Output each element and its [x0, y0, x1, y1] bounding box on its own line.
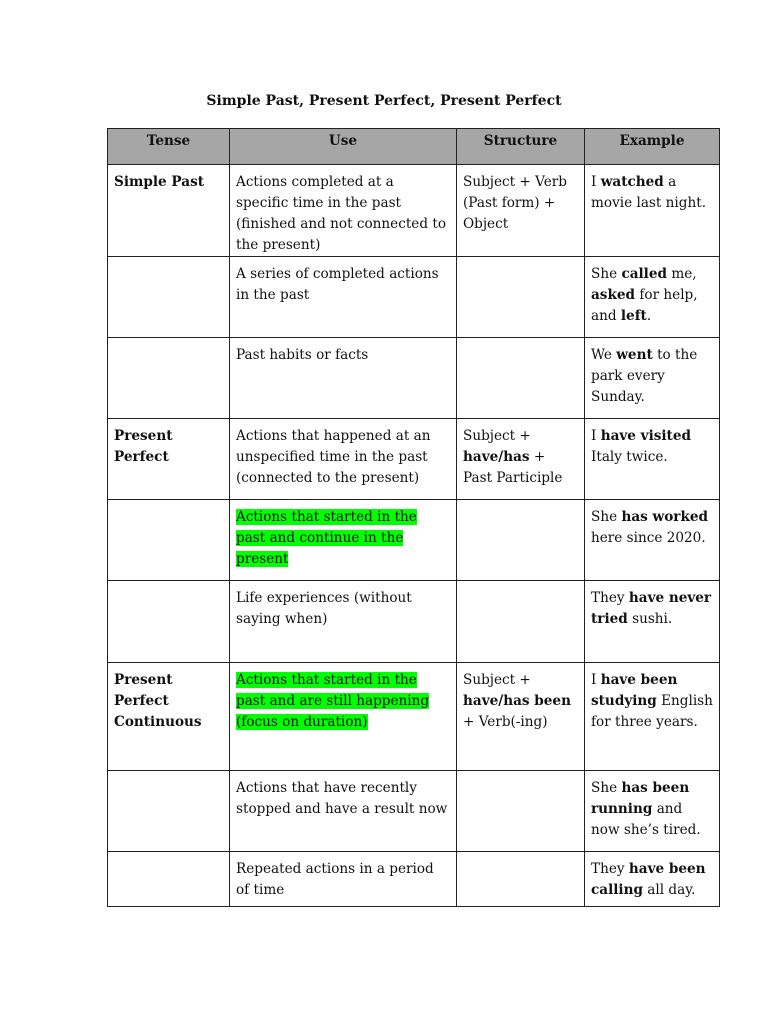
use-text: Past habits or facts: [236, 347, 369, 363]
example-cell: [585, 852, 720, 907]
structure-cell: [457, 771, 585, 852]
bold-text-segment: has worked: [621, 509, 709, 525]
tense-cell: Present Perfect: [108, 419, 230, 500]
use-cell: [230, 581, 457, 663]
structure-cell: [457, 852, 585, 907]
text-segment: Subject +: [463, 672, 531, 688]
use-cell: [230, 852, 457, 907]
bold-text-segment: have/has: [463, 449, 530, 465]
example-cell: [585, 165, 720, 257]
table-row: [108, 257, 720, 338]
text-segment: here since 2020.: [591, 530, 706, 546]
tense-table: [107, 128, 720, 907]
example-cell: [585, 500, 720, 581]
bold-text-segment: have/has been: [463, 693, 571, 709]
text-segment: She: [591, 780, 622, 796]
text-segment: She: [591, 509, 622, 525]
text-segment: + Verb(-ing): [463, 714, 548, 730]
example-cell: [585, 338, 720, 419]
use-text-highlighted: Actions that started in the past and continue in the present: [236, 509, 417, 567]
example-cell: [585, 771, 720, 852]
example-cell: [585, 581, 720, 663]
header-example: Example: [585, 129, 720, 165]
use-text: Life experiences (without saying when): [236, 590, 412, 627]
text-segment: all day.: [642, 882, 696, 898]
bold-text-segment: have visited: [600, 428, 691, 444]
table-row: [108, 165, 720, 257]
tense-cell: [108, 500, 230, 581]
use-text: Repeated actions in a period of time: [236, 861, 434, 898]
bold-text-segment: have been studying: [591, 672, 678, 709]
use-text: Actions that happened at an unspecified time in the past (connected to the present): [236, 428, 431, 486]
header-tense: Tense: [108, 129, 230, 165]
use-cell: [230, 771, 457, 852]
text-segment: Italy twice.: [591, 449, 668, 465]
bold-text-segment: called: [621, 266, 668, 282]
use-cell: [230, 338, 457, 419]
text-segment: I: [591, 672, 601, 688]
text-segment: sushi.: [627, 611, 673, 627]
structure-cell: [457, 419, 585, 500]
text-segment: and now she’s tired.: [591, 801, 701, 838]
text-segment: to the park every Sunday.: [591, 347, 698, 405]
tense-cell: Simple Past: [108, 165, 230, 257]
text-segment: + Past Participle: [463, 449, 563, 486]
bold-text-segment: has been running: [591, 780, 690, 817]
table-row: [108, 419, 720, 500]
tense-cell: [108, 581, 230, 663]
structure-cell: [457, 338, 585, 419]
use-text: Actions that have recently stopped and have a result now: [236, 780, 448, 817]
use-cell: [230, 419, 457, 500]
text-segment: me,: [667, 266, 697, 282]
use-cell: [230, 500, 457, 581]
example-cell: [585, 257, 720, 338]
table-row: [108, 581, 720, 663]
table-row: [108, 663, 720, 771]
header-use: Use: [230, 129, 457, 165]
document-title: Simple Past, Present Perfect, Present Perfect: [206, 93, 562, 109]
text-segment: a movie last night.: [591, 174, 707, 211]
text-segment: I: [591, 428, 601, 444]
bold-text-segment: asked: [591, 287, 636, 303]
tense-cell: [108, 852, 230, 907]
table-row: [108, 500, 720, 581]
structure-cell: [457, 500, 585, 581]
tense-cell: Present Perfect Continuous: [108, 663, 230, 771]
text-segment: I: [591, 174, 601, 190]
use-cell: [230, 257, 457, 338]
bold-text-segment: have been calling: [591, 861, 706, 898]
bold-text-segment: have never tried: [591, 590, 712, 627]
structure-cell: [457, 165, 585, 257]
text-segment: .: [646, 308, 652, 324]
tense-cell: [108, 257, 230, 338]
use-text: A series of completed actions in the past: [236, 266, 439, 303]
text-segment: They: [591, 590, 629, 606]
table-row: [108, 852, 720, 907]
table-row: [108, 771, 720, 852]
header-row: [108, 129, 720, 165]
structure-cell: [457, 663, 585, 771]
structure-cell: [457, 257, 585, 338]
text-segment: for help, and: [591, 287, 698, 324]
structure-cell: [457, 581, 585, 663]
bold-text-segment: watched: [600, 174, 664, 190]
tense-cell: [108, 338, 230, 419]
text-segment: Subject +: [463, 428, 531, 444]
bold-text-segment: left: [620, 308, 647, 324]
header-structure: Structure: [457, 129, 585, 165]
example-cell: [585, 663, 720, 771]
use-text: Actions completed at a specific time in the past (finished and not connected to the present): [236, 174, 447, 253]
text-segment: They: [591, 861, 629, 877]
use-text-highlighted: Actions that started in the past and are still happening (focus on duration): [236, 672, 430, 730]
text-segment: Subject + Verb (Past form) + Object: [463, 174, 567, 232]
text-segment: English for three years.: [591, 693, 713, 730]
use-cell: [230, 165, 457, 257]
text-segment: We: [591, 347, 617, 363]
bold-text-segment: went: [616, 347, 653, 363]
tense-cell: [108, 771, 230, 852]
table-row: [108, 338, 720, 419]
example-cell: [585, 419, 720, 500]
use-cell: [230, 663, 457, 771]
text-segment: She: [591, 266, 622, 282]
